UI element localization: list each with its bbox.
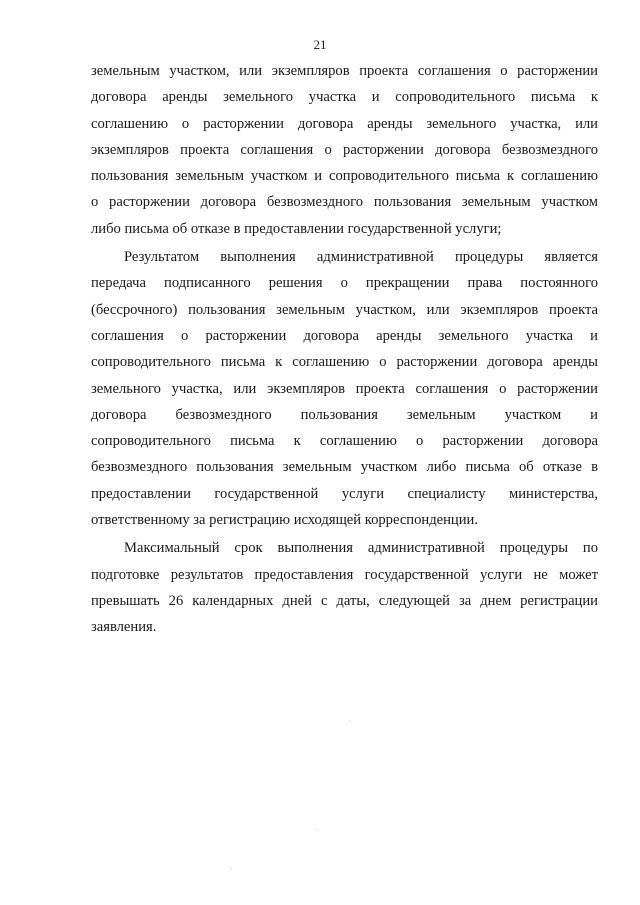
text-line: о расторжении договора безвозмездного пользования земельным участком [91, 194, 598, 211]
document-body [91, 58, 598, 641]
text-line: Результатом выполнения административной процедуры является [124, 249, 598, 266]
text-line: либо письма об отказе в предоставлении государственной услуги; [91, 220, 502, 237]
text-line: (бессрочного) пользования земельным участком, или экземпляров проекта [91, 301, 598, 318]
text-line: ответственному за регистрацию исходящей корреспонденции. [91, 512, 479, 529]
scan-speck [231, 868, 232, 869]
paragraph-1 [91, 58, 598, 242]
text-line: пользования земельным участком и сопроводительного письма к соглашению [91, 168, 598, 185]
text-line: превышать 26 календарных дней с даты, следующей за днем регистрации [91, 592, 598, 609]
text-line: передача подписанного решения о прекращении права постоянного [91, 275, 598, 292]
text-line: безвозмездного пользования земельным участком либо письма об отказе в [91, 459, 598, 476]
text-line: земельным участком, или экземпляров проекта соглашения о расторжении [91, 63, 598, 79]
scan-speck [316, 829, 317, 830]
text-line: подготовке результатов предоставления государственной услуги не может [91, 566, 598, 583]
text-line: Максимальный срок выполнения административной процедуры по [124, 540, 598, 557]
text-line: договора безвозмездного пользования земельным участком и [91, 406, 598, 423]
text-line: сопроводительного письма к соглашению о расторжении договора аренды [91, 354, 598, 371]
text-line: предоставлении государственной услуги специалисту министерства, [91, 485, 598, 502]
paragraph-3 [91, 535, 598, 640]
text-line: экземпляров проекта соглашения о расторжении договора безвозмездного [91, 141, 598, 158]
text-line: земельного участка, или экземпляров проекта соглашения о расторжении [91, 380, 598, 397]
page-number: 21 [313, 37, 327, 52]
text-line: заявления. [91, 619, 157, 636]
text-line: соглашения о расторжении договора аренды земельного участка и [91, 327, 598, 344]
text-line: сопроводительного письма к соглашению о расторжении договора [91, 433, 598, 450]
text-line: договора аренды земельного участка и сопроводительного письма к [91, 89, 598, 106]
paragraph-2 [91, 244, 598, 533]
scan-speck [349, 720, 350, 721]
text-line: соглашению о расторжении договора аренды земельного участка, или [91, 115, 598, 132]
